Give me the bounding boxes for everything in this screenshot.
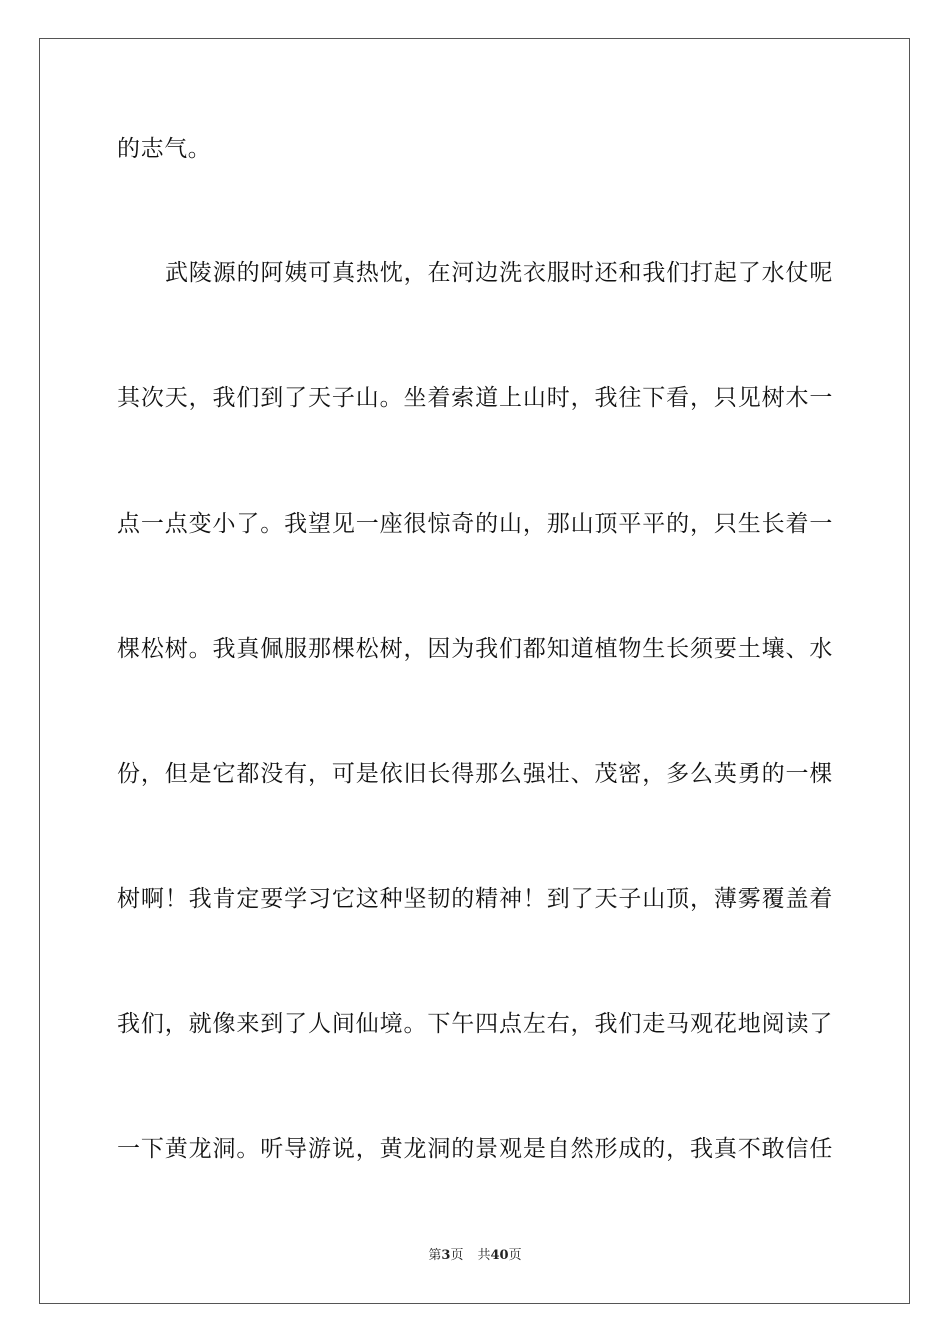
text-line-6: 份，但是它都没有，可是依旧长得那么强壮、茂密，多么英勇的一棵: [117, 761, 833, 787]
text-line-2: 武陵源的阿姨可真热忱，在河边洗衣服时还和我们打起了水仗呢: [165, 260, 833, 286]
text-line-3: 其次天，我们到了天子山。坐着索道上山时，我往下看，只见树木一: [117, 385, 833, 411]
text-line-7: 树啊！我肯定要学习它这种坚韧的精神！到了天子山顶，薄雾覆盖着: [117, 886, 833, 912]
page-border: [39, 38, 910, 1304]
page-number: 3: [441, 1248, 451, 1263]
text-line-8: 我们，就像来到了人间仙境。下午四点左右，我们走马观花地阅读了: [117, 1011, 833, 1037]
text-line-9: 一下黄龙洞。听导游说，黄龙洞的景观是自然形成的，我真不敢信任: [117, 1136, 833, 1162]
total-pages: 40: [490, 1248, 509, 1263]
text-line-5: 棵松树。我真佩服那棵松树，因为我们都知道植物生长须要土壤、水: [117, 636, 833, 662]
text-line-4: 点一点变小了。我望见一座很惊奇的山，那山顶平平的，只生长着一: [117, 511, 833, 537]
page-suffix: 页: [450, 1248, 464, 1263]
text-line-1: 的志气。: [117, 136, 212, 162]
page-footer: [0, 1247, 950, 1265]
page-prefix: 第: [428, 1248, 442, 1263]
total-prefix: 共: [477, 1248, 491, 1263]
total-suffix: 页: [508, 1248, 522, 1263]
